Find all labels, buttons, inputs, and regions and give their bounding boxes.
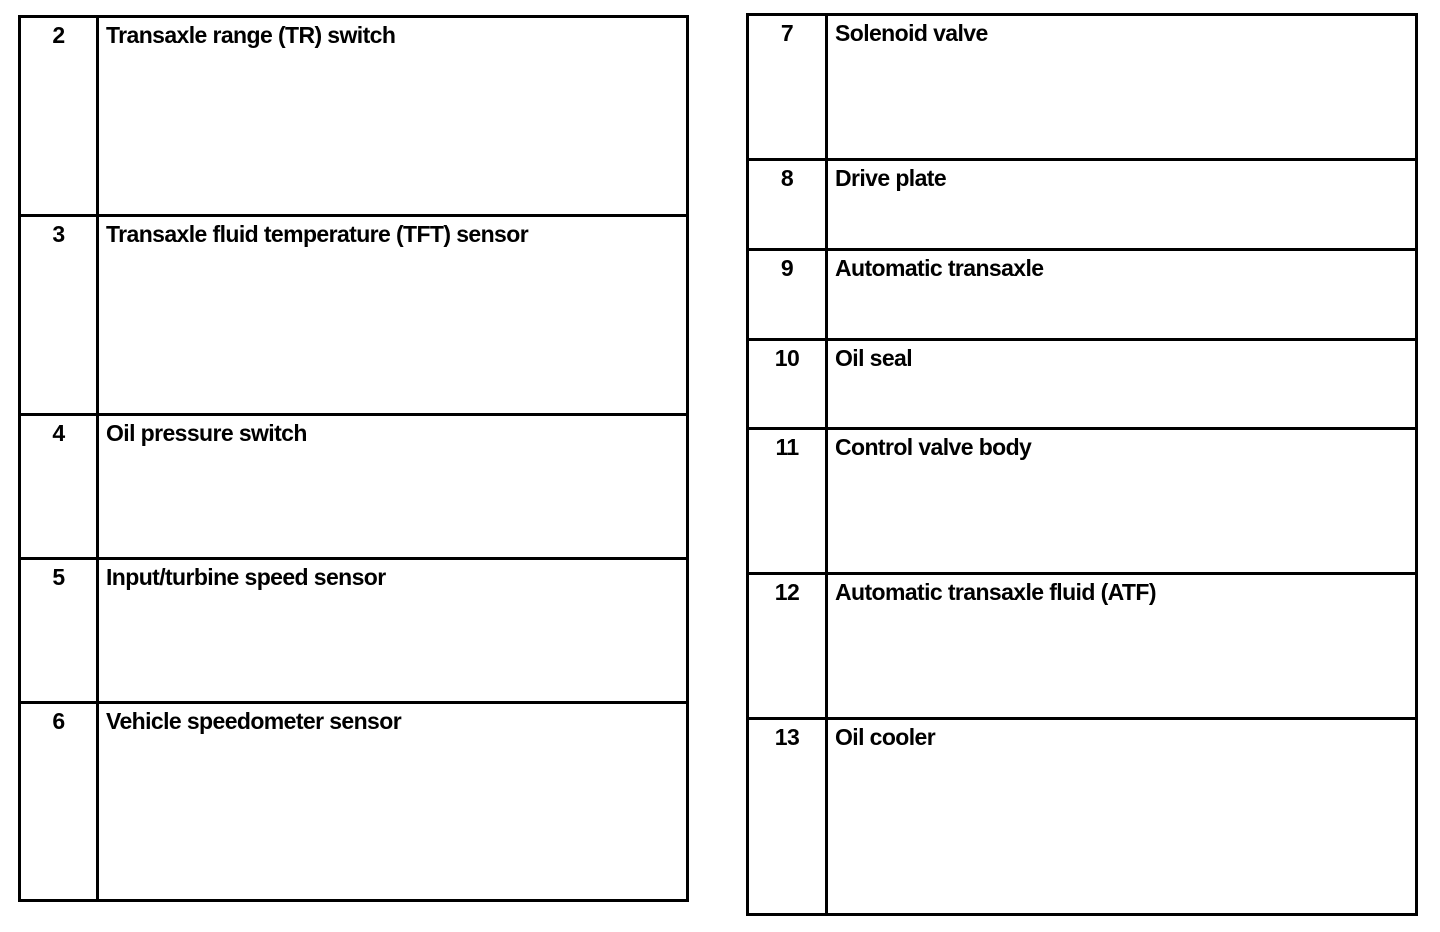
item-number: 5 [20, 559, 98, 703]
table-row [748, 250, 1417, 340]
item-description: Automatic transaxle fluid (ATF) [827, 574, 1417, 719]
item-description: Oil seal [827, 340, 1417, 429]
table-row [748, 574, 1417, 719]
item-number: 12 [748, 574, 827, 719]
item-description: Transaxle fluid temperature (TFT) sensor [98, 216, 688, 415]
item-description: Control valve body [827, 429, 1417, 574]
item-description: Input/turbine speed sensor [98, 559, 688, 703]
table-row [20, 703, 688, 901]
parts-table-left [18, 15, 689, 902]
item-description: Drive plate [827, 160, 1417, 250]
table-row [20, 216, 688, 415]
table-row [748, 340, 1417, 429]
table-row [748, 719, 1417, 915]
item-description: Vehicle speedometer sensor [98, 703, 688, 901]
item-number: 4 [20, 415, 98, 559]
item-description: Oil cooler [827, 719, 1417, 915]
item-number: 2 [20, 17, 98, 216]
item-number: 10 [748, 340, 827, 429]
item-number: 11 [748, 429, 827, 574]
item-number: 8 [748, 160, 827, 250]
item-description: Oil pressure switch [98, 415, 688, 559]
item-number: 13 [748, 719, 827, 915]
item-number: 9 [748, 250, 827, 340]
item-number: 3 [20, 216, 98, 415]
item-number: 7 [748, 15, 827, 160]
table-row [20, 17, 688, 216]
item-description: Solenoid valve [827, 15, 1417, 160]
item-description: Transaxle range (TR) switch [98, 17, 688, 216]
table-row [748, 429, 1417, 574]
table-row [20, 559, 688, 703]
parts-table-right [746, 13, 1418, 916]
item-number: 6 [20, 703, 98, 901]
table-row [748, 160, 1417, 250]
item-description: Automatic transaxle [827, 250, 1417, 340]
table-row [20, 415, 688, 559]
table-row [748, 15, 1417, 160]
